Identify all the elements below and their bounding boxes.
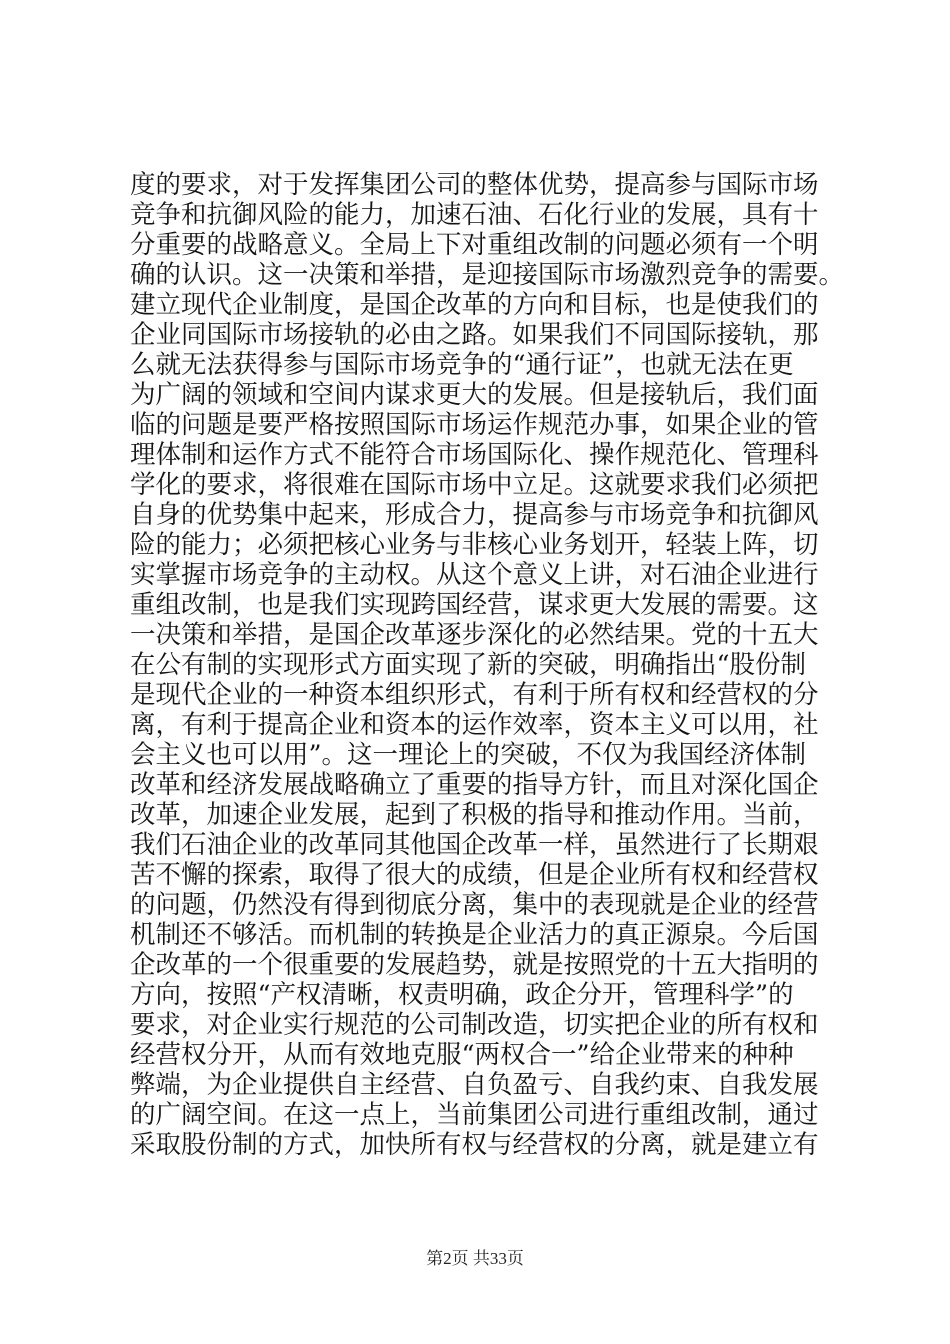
text-line: 的广阔空间。在这一点上，当前集团公司进行重组改制，通过 [130, 1100, 819, 1130]
text-line: 我们石油企业的改革同其他国企改革一样，虽然进行了长期艰 [130, 830, 819, 860]
text-line: 确的认识。这一决策和举措，是迎接国际市场激烈竞争的需要。 [130, 260, 845, 290]
text-line: 要求，对企业实行规范的公司制改造，切实把企业的所有权和 [130, 1010, 819, 1040]
text-line: 一决策和举措，是国企改革逐步深化的必然结果。党的十五大 [130, 620, 819, 650]
text-line: 实掌握市场竞争的主动权。从这个意义上讲，对石油企业进行 [130, 560, 819, 590]
page-footer: 第2页 共33页 [426, 1249, 524, 1268]
text-line: 理体制和运作方式不能符合市场国际化、操作规范化、管理科 [130, 440, 819, 470]
text-line: 苦不懈的探索，取得了很大的成绩，但是企业所有权和经营权 [130, 860, 819, 890]
text-line: 竞争和抗御风险的能力，加速石油、石化行业的发展，具有十 [130, 200, 819, 230]
text-line: 分重要的战略意义。全局上下对重组改制的问题必须有一个明 [130, 230, 819, 260]
text-line: 企改革的一个很重要的发展趋势，就是按照党的十五大指明的 [130, 950, 819, 980]
text-line: 学化的要求，将很难在国际市场中立足。这就要求我们必须把 [130, 470, 819, 500]
text-line: 方向，按照“产权清晰，权责明确，政企分开，管理科学”的 [130, 980, 794, 1010]
text-line: 改革，加速企业发展，起到了积极的指导和推动作用。当前， [130, 800, 819, 830]
text-line: 弊端，为企业提供自主经营、自负盈亏、自我约束、自我发展 [130, 1070, 819, 1100]
text-line: 为广阔的领域和空间内谋求更大的发展。但是接轨后，我们面 [130, 380, 819, 410]
text-line: 经营权分开，从而有效地克服“两权合一”给企业带来的种种 [130, 1040, 794, 1070]
text-line: 离，有利于提高企业和资本的运作效率，资本主义可以用，社 [130, 710, 819, 740]
text-line: 重组改制，也是我们实现跨国经营，谋求更大发展的需要。这 [130, 590, 819, 620]
text-line: 临的问题是要严格按照国际市场运作规范办事，如果企业的管 [130, 410, 819, 440]
text-line: 度的要求，对于发挥集团公司的整体优势，提高参与国际市场 [130, 170, 819, 200]
text-line: 改革和经济发展战略确立了重要的指导方针，而且对深化国企 [130, 770, 819, 800]
text-line: 是现代企业的一种资本组织形式，有利于所有权和经营权的分 [130, 680, 819, 710]
text-line: 自身的优势集中起来，形成合力，提高参与市场竞争和抗御风 [130, 500, 819, 530]
text-line: 的问题，仍然没有得到彻底分离，集中的表现就是企业的经营 [130, 890, 819, 920]
text-line: 采取股份制的方式，加快所有权与经营权的分离，就是建立有 [130, 1130, 819, 1160]
text-line: 在公有制的实现形式方面实现了新的突破，明确指出“股份制 [130, 650, 807, 680]
text-line: 企业同国际市场接轨的必由之路。如果我们不同国际接轨，那 [130, 320, 819, 350]
text-line: 么就无法获得参与国际市场竞争的“通行证”，也就无法在更 [130, 350, 794, 380]
body-text [130, 170, 850, 1160]
text-line: 险的能力；必须把核心业务与非核心业务划开，轻装上阵，切 [130, 530, 819, 560]
text-line: 建立现代企业制度，是国企改革的方向和目标，也是使我们的 [130, 290, 819, 320]
text-line: 会主义也可以用”。这一理论上的突破，不仅为我国经济体制 [130, 740, 807, 770]
text-line: 机制还不够活。而机制的转换是企业活力的真正源泉。今后国 [130, 920, 819, 950]
